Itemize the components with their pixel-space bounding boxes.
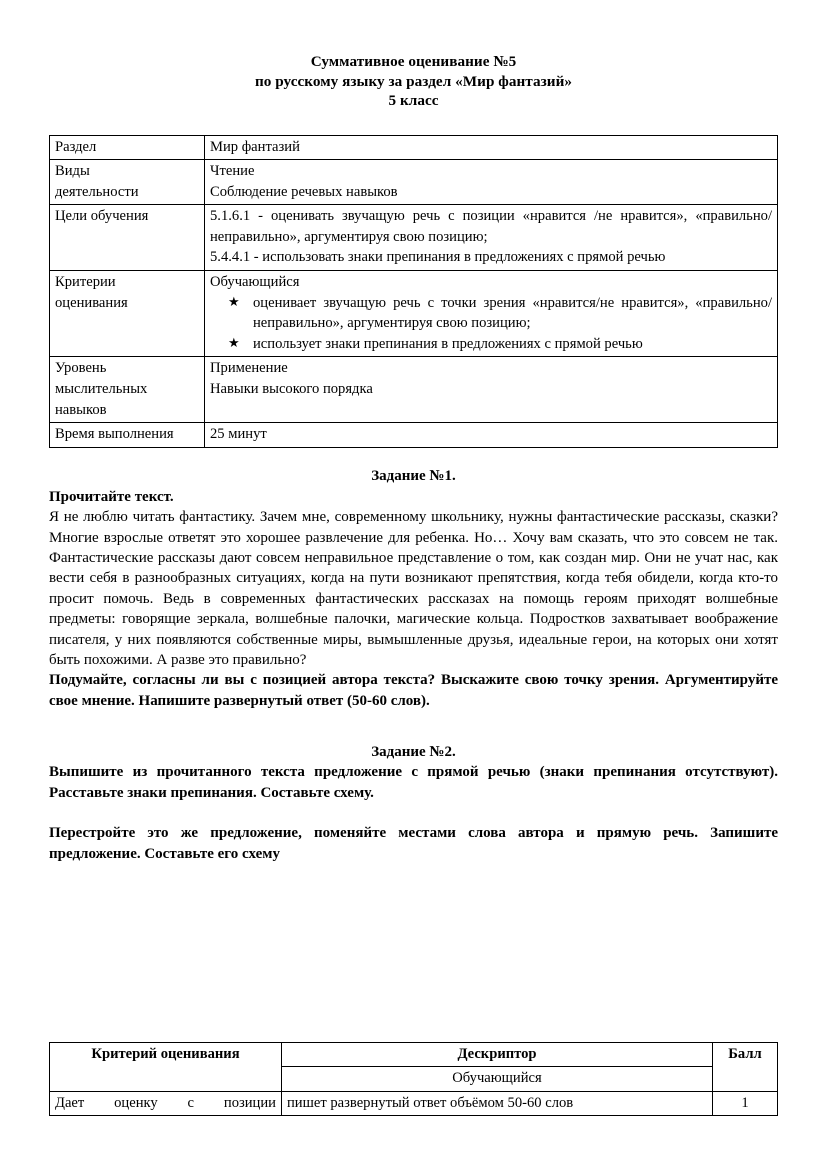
task-2-instruction-2: Перестройте это же предложение, поменяйте местами слова автора и прямую речь. Запишите предложение. Составьте его схему <box>49 825 778 862</box>
specification-table <box>49 135 778 448</box>
rubric-cell-descriptor: пишет развернутый ответ объёмом 50-60 слов <box>282 1091 713 1115</box>
rubric-table <box>49 1042 778 1116</box>
rubric-cell-criterion: Дает оценку с позиции <box>50 1091 282 1115</box>
cell-line: Соблюдение речевых навыков <box>210 183 398 200</box>
task-1-heading: Задание №1. <box>371 467 456 484</box>
cell-line: мыслительных <box>55 381 148 398</box>
rubric-subheader-label: Обучающийся <box>282 1067 713 1091</box>
cell-line: Виды <box>55 163 90 180</box>
cell-line: оценивания <box>55 294 128 311</box>
table-row-celi-obucheniya <box>50 205 778 271</box>
title-line-3: 5 класс <box>388 92 439 109</box>
learning-objective-1: 5.1.6.1 - оценивать звучащую речь с позиции «нравится /не нравится», «правильно/ неправильно», аргументируя свою позицию; <box>210 208 772 245</box>
cell-line: Мир фантазий <box>210 138 300 155</box>
learning-objective-2: 5.4.4.1 - использовать знаки препинания в предложениях с прямой речью <box>210 249 666 266</box>
rubric-cell-score: 1 <box>713 1091 778 1115</box>
row-value-uroven-navykov <box>205 357 778 423</box>
table-row <box>50 1091 778 1115</box>
row-key-celi-obucheniya: Цели обучения <box>50 205 205 271</box>
criteria-list <box>210 293 772 355</box>
cell-line: Навыки высокого порядка <box>210 381 373 398</box>
table-row-razdel <box>50 135 778 160</box>
list-item <box>220 334 772 355</box>
table-row-vidy-deyatelnosti <box>50 160 778 205</box>
list-item <box>220 293 772 334</box>
rubric-header-row <box>50 1043 778 1067</box>
title-line-1: Суммативное оценивание №5 <box>310 53 517 70</box>
cell-line: 25 минут <box>210 426 267 443</box>
row-value-vremya-vypolneniya <box>205 423 778 448</box>
row-key-vremya-vypolneniya: Время выполнения <box>50 423 205 448</box>
star-icon: ★ <box>228 335 240 351</box>
table-row-vremya-vypolneniya <box>50 423 778 448</box>
rubric-header-descriptor: Дескриптор <box>282 1043 713 1067</box>
page-content <box>49 0 778 864</box>
document-title-block <box>49 0 778 111</box>
row-value-kriterii-ocenivaniya <box>205 271 778 357</box>
row-key-razdel: Раздел <box>50 135 205 160</box>
task-1-instruction: Подумайте, согласны ли вы с позицией автора текста? Выскажите свою точку зрения. Аргументируйте свое мнение. Напишите развернутый ответ (50-60 слов). <box>49 672 778 709</box>
task-1-lead: Прочитайте текст. <box>49 488 174 505</box>
task-2-instruction-1: Выпишите из прочитанного текста предложение с прямой речью (знаки препинания отсутствуют). Расставьте знаки препинания. Составьте схему. <box>49 764 778 801</box>
rubric-table-wrap <box>49 1042 778 1116</box>
row-value-celi-obucheniya <box>205 205 778 271</box>
table-row-kriterii-ocenivaniya <box>50 271 778 357</box>
rubric-header-criterion: Критерий оценивания <box>50 1043 282 1092</box>
title-line-2: по русскому языку за раздел «Мир фантазий» <box>254 72 573 90</box>
list-item-label: оценивает звучащую речь с точки зрения «нравится/не нравится», «правильно/неправильно», аргументируя свою позицию; <box>253 294 772 332</box>
cell-line: Уровень <box>55 360 107 377</box>
cell-line: Применение <box>210 360 288 377</box>
task-1-passage: Я не люблю читать фантастику. Зачем мне, современному школьнику, нужны фантастические рассказы, сказки? Многие взрослые ответят это хорошее развлечение для ребенка. Но… Хочу вам сказать, что это совсем не так. Фантастические рассказы дают совсем неправильное представление о том, как создан мир. Они не учат нас, как вести себя в разнообразных ситуациях, когда на пути возникают препятствия, когда тебя обидели, когда кто-то просит помочь. Ведь в современных фантастических рассказах на помощь героям приходят волшебные предметы: говорящие зеркала, волшебные палочки, магические кольца. Подростков захватывает воображение писателя, у них появляются собственные миры, вымышленные друзья, идеальные герои, на которых они хотят быть похожими. А разве это правильно? <box>49 509 778 669</box>
spacer <box>49 803 778 823</box>
cell-line: Чтение <box>210 163 255 180</box>
cell-line: навыков <box>55 401 107 418</box>
spacer <box>49 711 778 724</box>
cell-line: деятельности <box>55 183 139 200</box>
criteria-intro: Обучающийся <box>210 274 300 291</box>
row-key-vidy-deyatelnosti <box>50 160 205 205</box>
row-key-uroven-navykov <box>50 357 205 423</box>
list-item-label: использует знаки препинания в предложениях с прямой речью <box>253 335 643 352</box>
table-row-uroven-navykov <box>50 357 778 423</box>
task-2-heading: Задание №2. <box>371 744 456 761</box>
rubric-header-score: Балл <box>713 1043 778 1092</box>
cell-line: Критерии <box>55 274 116 291</box>
row-key-kriterii-ocenivaniya <box>50 271 205 357</box>
row-value-vidy-deyatelnosti <box>205 160 778 205</box>
row-value-razdel <box>205 135 778 160</box>
star-icon: ★ <box>228 294 240 310</box>
